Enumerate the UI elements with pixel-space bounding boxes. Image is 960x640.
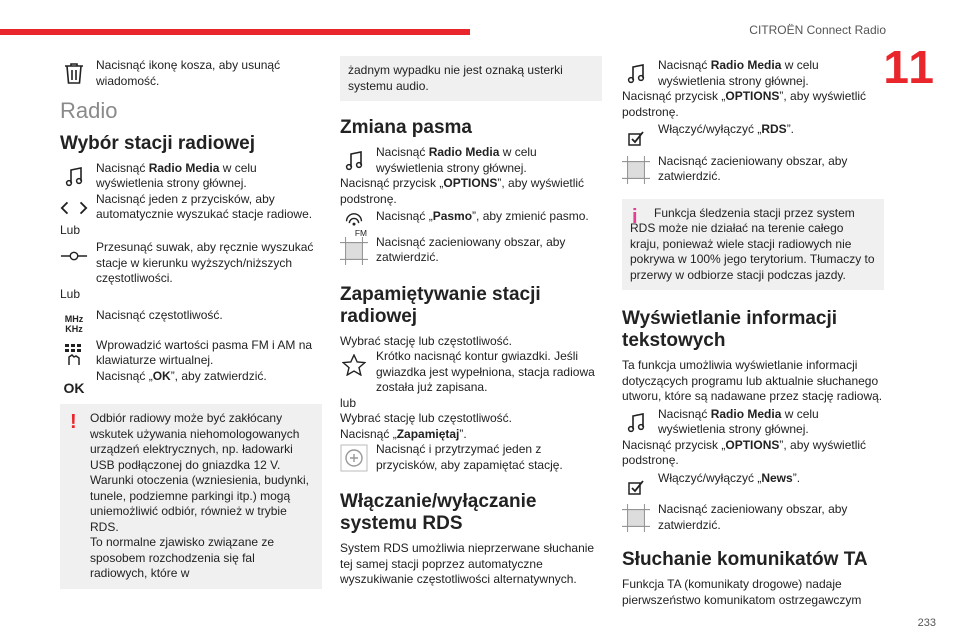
shaded-area-icon <box>622 504 650 532</box>
text-step-3: Włączyć/wyłączyć „News”. <box>622 471 884 487</box>
page-header: CITROËN Connect Radio <box>749 23 886 37</box>
column-3: Nacisnąć Radio Media w celu wyświetlenia strony głównej. Nacisnąć przycisk „OPTIONS”, aby wyświetlić podstronę. Włączyć/wyłączyć „RDS”. Nacisnąć zacieniowany obszar, aby zatwierdzić. i Funkcja śledzenia stacji przez system RDS może nie działać na terenie całego kraju, ponieważ wiele stacji radiowych nie pokrywa w 100% jego terytorium. Tłumaczy to przerwy w odbiorze stacji podczas jazdy. Wyświetlanie informacji tekstowych Ta funkcja umożliwia wyświetlanie informacji dotyczących programu lub aktualnie słuchanego utworu, które są nadawane przez stację radiową. Nacisnąć Radio Media w celu wyświetlenia strony głównej. Nacisnąć przycisk „OPTIONS”, aby wyświetlić podstronę. Włączyć/wyłączyć „News”. Nacisnąć zacieniowany obszar, aby zatwierdzić. Słuchanie komunikatów TA Funkcja TA (komunikaty drogowe) nadaje pierwszeństwo komunikatom ostrzegawczym <box>622 58 883 607</box>
heading-station: Wybór stacji radiowej <box>60 132 255 154</box>
band-step-1: Nacisnąć Radio Media w celu wyświetlenia strony głównej. <box>340 145 602 176</box>
heading-save: Zapamiętywanie stacji radiowej <box>340 283 541 327</box>
band-step-3: FM Nacisnąć „Pasmo”, aby zmienić pasmo. <box>340 209 602 225</box>
info-icon: i <box>632 205 638 228</box>
heading-band: Zmiana pasma <box>340 117 472 138</box>
info-box: i Funkcja śledzenia stacji przez system RDS może nie działać na terenie całego kraju, ponieważ wiele stacji radiowych nie pokrywa w 100% jego terytorium. Tłumaczy to przerwy w odbiorze stacji podczas jazdy. <box>622 199 884 291</box>
heading-text-info: Wyświetlanie informacji tekstowych <box>622 308 838 351</box>
keypad-hand-icon <box>60 340 88 368</box>
warning-box: ! Odbiór radiowy może być zakłócany wskutek używania niehomologowanych urządzeń elektrycznych, np. ładowarki USB podłączonej do gniazdka 12 V. Warunki otoczenia (wzniesienia, budynki, tunele, podziemne parkingi itp.) mogą uniemożliwić odbiór, również w trybie RDS. To normalne zjawisko związane ze sposobem rozchodzenia się fal radiowych, które w <box>60 404 322 589</box>
column-1: Nacisnąć ikonę kosza, aby usunąć wiadomość. Radio Wybór stacji radiowej Nacisnąć Radio Media w celu wyświetlenia strony głównej. Nacisnąć jeden z przycisków, aby automatycznie wyszukać stacje radiowe. Lub Przesunąć suwak, aby ręcznie wyszukać stacje w kierunku wyższych/niższych częstotliwości. Lub MHz KHz Nacisnąć częstotliwość. Wprowadzić wartości pasma FM i AM na klawiaturze wirtualnej. OK Nacisnąć „OK”, aby zatwierdzić. ! Odbiór radiowy może być zakłócany wskutek używania niehomologowanych urządzeń elektrycznych, np. ładowarki USB podłączonej do gniazdka 12 V. Warunki otoczenia (wzniesienia, budynki, tunele, podziemne parkingi itp.) mogą uniemożliwić odbiór, również w trybie RDS. To normalne zjawisko związane ze sposobem rozchodzenia się fal radiowych, które w <box>60 56 322 597</box>
music-note-icon <box>622 409 650 437</box>
checkbox-icon <box>622 473 650 501</box>
step-frequency: MHz KHz Nacisnąć częstotliwość. <box>60 308 322 324</box>
heading-ta: Słuchanie komunikatów TA <box>622 549 868 570</box>
band-step-4: Nacisnąć zacieniowany obszar, aby zatwierdzić. <box>340 235 602 266</box>
page-number: 233 <box>917 617 936 629</box>
step-slider: Przesunąć suwak, aby ręcznie wyszukać stacje w kierunku wyższych/niższych częstotliwości. <box>60 240 322 287</box>
shaded-area-icon <box>340 237 368 265</box>
delete-step: Nacisnąć ikonę kosza, aby usunąć wiadomość. <box>60 58 322 89</box>
slider-icon <box>60 242 88 270</box>
step-radio-media: Nacisnąć Radio Media w celu wyświetlenia strony głównej. <box>60 161 322 192</box>
trash-icon <box>60 60 88 88</box>
star-icon <box>340 351 368 379</box>
warning-icon: ! <box>70 411 77 433</box>
music-note-icon <box>622 60 650 88</box>
text-step-4: Nacisnąć zacieniowany obszar, aby zatwierdzić. <box>622 502 884 533</box>
section-title: Radio <box>60 98 118 123</box>
step-keyboard: Wprowadzić wartości pasma FM i AM na klawiaturze wirtualnej. <box>60 338 322 369</box>
rds-step-1: Nacisnąć Radio Media w celu wyświetlenia strony głównej. <box>622 58 884 89</box>
warning-box-continued: żadnym wypadku nie jest oznaką usterki systemu audio. <box>340 56 602 101</box>
frequency-icon: MHz KHz <box>64 314 84 334</box>
column-2: żadnym wypadku nie jest oznaką usterki systemu audio. Zmiana pasma Nacisnąć Radio Media w celu wyświetlenia strony głównej. Nacisnąć przycisk „OPTIONS”, aby wyświetlić podstronę. FM Nacisnąć „Pasmo”, aby zmienić pasmo. Nacisnąć zacieniowany obszar, aby zatwierdzić. Zapamiętywanie stacji radiowej Wybrać stację lub częstotliwość. Krótko nacisnąć kontur gwiazdki. Jeśli gwiazdka jest wypełniona, stacja radiowa została już zapisana. lub Wybrać stację lub częstotliwość. Nacisnąć „Zapamiętaj”. Nacisnąć i przytrzymać jeden z przycisków, aby zapamiętać stację. Włączanie/wyłączanie systemu RDS System RDS umożliwia nieprzerwane słuchanie tej samej stacji poprzez automatyczne wyszukiwanie częstotliwości alternatywnych. <box>340 56 602 588</box>
rds-step-4: Nacisnąć zacieniowany obszar, aby zatwierdzić. <box>622 154 884 185</box>
chevrons-left-right-icon <box>60 194 88 222</box>
ok-icon: OK <box>63 379 85 396</box>
checkbox-icon <box>622 124 650 152</box>
rds-step-3: Włączyć/wyłączyć „RDS”. <box>622 122 884 138</box>
music-note-icon <box>60 163 88 191</box>
chapter-number: 11 <box>883 41 936 93</box>
save-step-star: Krótko nacisnąć kontur gwiazdki. Jeśli gwiazdka jest wypełniona, stacja radiowa została już zapisana. <box>340 349 602 396</box>
step-seek: Nacisnąć jeden z przycisków, aby automatycznie wyszukać stacje radiowe. <box>60 192 322 223</box>
save-step-hold: Nacisnąć i przytrzymać jeden z przycisków, aby zapamiętać stację. <box>340 442 602 473</box>
heading-rds: Włączanie/wyłączanie systemu RDS <box>340 491 537 534</box>
svg-text:FM: FM <box>354 228 368 238</box>
music-note-icon <box>340 147 368 175</box>
accent-bar <box>0 29 470 35</box>
shaded-area-icon <box>622 156 650 184</box>
text-step-1: Nacisnąć Radio Media w celu wyświetlenia strony głównej. <box>622 407 884 438</box>
add-preset-icon <box>340 444 368 472</box>
step-ok: OK Nacisnąć „OK”, aby zatwierdzić. <box>60 369 322 385</box>
